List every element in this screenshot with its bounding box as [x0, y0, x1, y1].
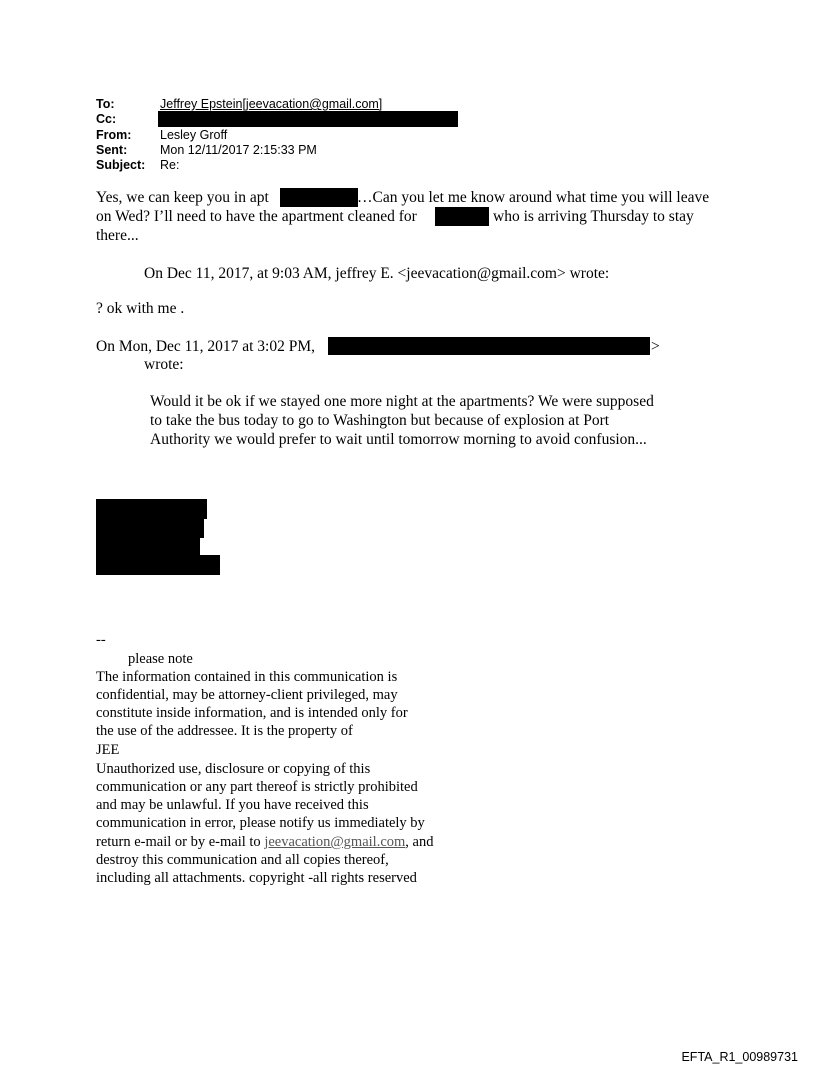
sent-value: Mon 12/11/2017 2:15:33 PM: [160, 143, 317, 157]
redaction-signature-3: [96, 537, 200, 557]
subject-value: Re:: [160, 158, 180, 172]
to-value: Jeffrey Epstein[jeevacation@gmail.com]: [160, 97, 383, 111]
subject-label: Subject:: [96, 158, 146, 172]
inner-line-1: Would it be ok if we stayed one more night at the apartments? We were supposed: [150, 393, 654, 410]
disclaimer-line: JEE: [96, 742, 120, 758]
disclaimer-line: confidential, may be attorney-client privileged, may: [96, 687, 398, 703]
cc-label: Cc:: [96, 112, 117, 126]
redaction-cc: [158, 111, 458, 127]
body-line-1a: Yes, we can keep you in apt: [96, 189, 269, 206]
to-label: To:: [96, 97, 115, 111]
disclaimer-line: constitute inside information, and is intended only for: [96, 705, 408, 721]
disclaimer-line: communication or any part thereof is strictly prohibited: [96, 779, 418, 795]
disclaimer-line: destroy this communication and all copies thereof,: [96, 852, 389, 868]
disclaimer-line: including all attachments. copyright -all rights reserved: [96, 870, 417, 886]
body-line-3: there...: [96, 227, 139, 244]
quote-header-2-wrote: wrote:: [144, 356, 184, 373]
body-line-1b: …Can you let me know around what time you will leave: [357, 189, 710, 206]
redaction-signature-2: [96, 518, 204, 538]
disclaimer-line: communication in error, please notify us immediately by: [96, 815, 425, 831]
disclaimer-line: The information contained in this communication is: [96, 669, 398, 685]
signature-note: please note: [128, 651, 193, 667]
redaction-signature-4: [96, 555, 220, 575]
redaction-sender: [328, 337, 650, 355]
redaction-signature-1: [96, 499, 207, 519]
reply-text: ? ok with me .: [96, 300, 185, 317]
from-value: Lesley Groff: [160, 128, 228, 142]
inner-line-3: Authority we would prefer to wait until tomorrow morning to avoid confusion...: [150, 431, 647, 448]
email-line-prefix: return e-mail or by e-mail to: [96, 834, 265, 850]
quote-header-1: On Dec 11, 2017, at 9:03 AM, jeffrey E. <jeevacation@gmail.com> wrote:: [144, 265, 610, 282]
quote-header-2: On Mon, Dec 11, 2017 at 3:02 PM,: [96, 338, 315, 355]
disclaimer-line: and may be unlawful. If you have received this: [96, 797, 369, 813]
inner-line-2: to take the bus today to go to Washington but because of explosion at Port: [150, 412, 610, 429]
email-link[interactable]: jeevacation@gmail.com: [264, 834, 406, 850]
body-line-2b: who is arriving Thursday to stay: [493, 208, 694, 225]
disclaimer-email-line: [96, 834, 433, 851]
signature-dashes: --: [96, 632, 106, 648]
email-line-suffix: , and: [405, 834, 434, 850]
from-label: From:: [96, 128, 132, 142]
body-line-2a: on Wed? I’ll need to have the apartment cleaned for: [96, 208, 417, 225]
sent-label: Sent:: [96, 143, 128, 157]
disclaimer-line: the use of the addressee. It is the property of: [96, 723, 353, 739]
document-id: EFTA_R1_00989731: [681, 1050, 798, 1064]
disclaimer-line: Unauthorized use, disclosure or copying of this: [96, 761, 371, 777]
quote-header-2-gt: >: [651, 338, 660, 355]
redaction-apt: [280, 188, 358, 207]
redaction-name: [435, 207, 489, 226]
